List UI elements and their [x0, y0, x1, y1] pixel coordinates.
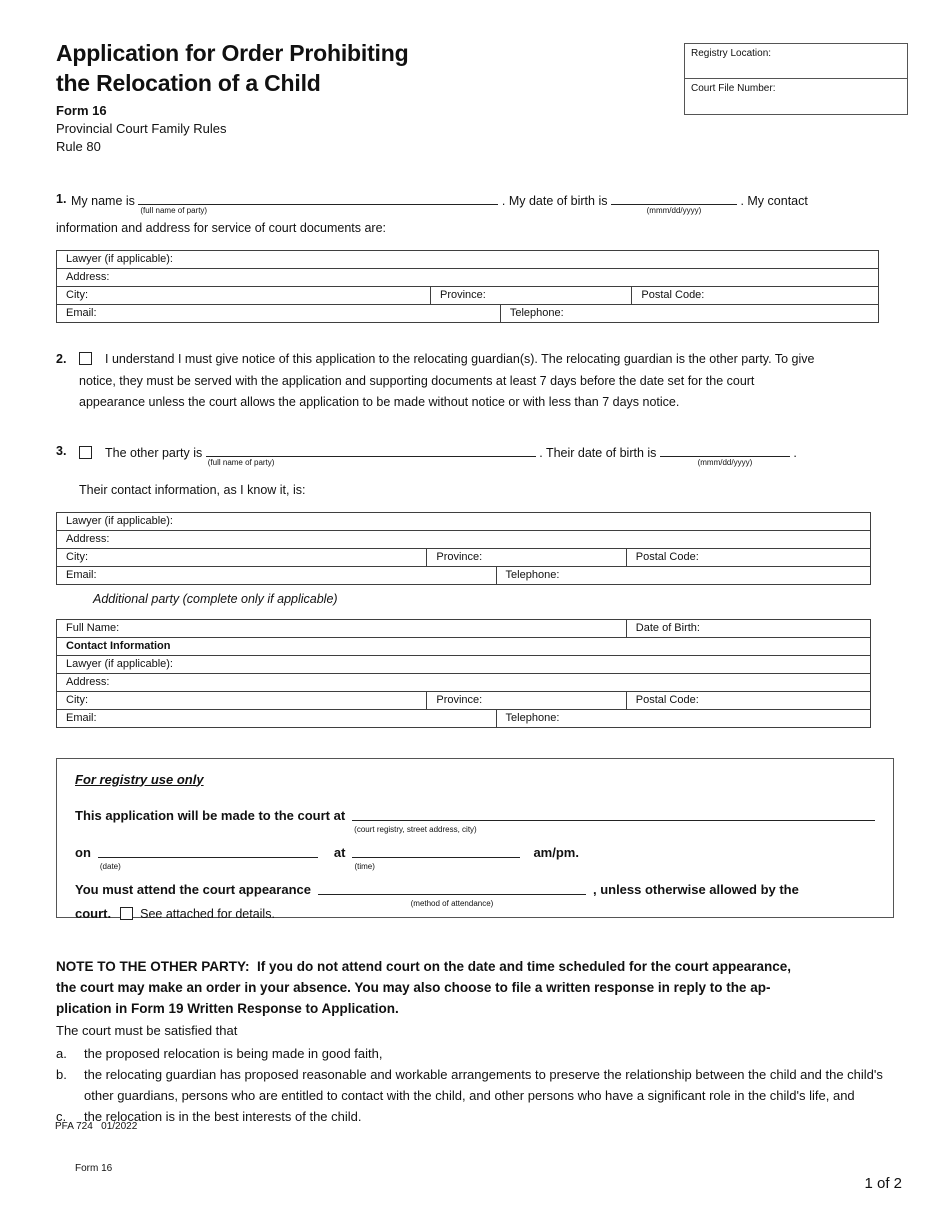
- list-letter-a: a.: [56, 1045, 67, 1061]
- address-cell[interactable]: [57, 673, 871, 691]
- lawyer-cell[interactable]: [57, 512, 871, 530]
- date-line[interactable]: [98, 854, 318, 871]
- section-2: [56, 349, 894, 414]
- dob-line[interactable]: [611, 192, 737, 215]
- see-attached-checkbox[interactable]: [120, 907, 133, 920]
- date-of-birth-label: Date of Birth:: [635, 621, 700, 634]
- telephone-label: Telephone:: [505, 568, 560, 581]
- dob-hint: (mmm/dd/yyyy): [646, 206, 702, 215]
- lawyer-cell[interactable]: [57, 251, 879, 269]
- other-party-name-hint: (full name of party): [207, 457, 275, 467]
- section-3-tail: .: [793, 445, 797, 460]
- footer-form-number: Form 16: [75, 1163, 113, 1174]
- address-label: Address:: [66, 675, 110, 688]
- note-line-3: plication in Form 19 Written Response to Application.: [56, 1000, 399, 1016]
- section-2-line-3: appearance unless the court allows the application to be made without notice or with less than 7 days notice.: [79, 395, 680, 409]
- name-line[interactable]: [138, 192, 498, 215]
- section-3-intro: The other party is: [105, 445, 203, 460]
- applicant-contact-table: [56, 250, 879, 323]
- see-attached-label: See attached for details.: [140, 906, 275, 921]
- name-hint: (full name of party): [140, 206, 208, 215]
- city-label: City:: [66, 693, 88, 706]
- page-number: 1 of 2: [864, 1175, 902, 1192]
- registry-use-box: [56, 758, 894, 921]
- method-of-attendance-line[interactable]: [318, 891, 586, 908]
- court-satisfied-text: The court must be satisfied that: [56, 1022, 238, 1038]
- address-label: Address:: [66, 532, 110, 545]
- list-text-b: the relocating guardian has proposed reasonable and workable arrangements to preserve the relationship between the child and the child's other guardians, persons who are entitled to contact with the child, and other persons who have a significant role in the child's life, and: [84, 1067, 883, 1103]
- time-line[interactable]: [352, 854, 520, 871]
- postal-code-label: Postal Code:: [635, 550, 699, 563]
- section-3-number: 3.: [56, 443, 67, 458]
- other-party-checkbox[interactable]: [79, 446, 92, 459]
- note-to-other-party: [56, 956, 894, 1128]
- registry-box: [684, 43, 908, 115]
- telephone-cell[interactable]: [500, 305, 878, 323]
- full-name-cell[interactable]: [57, 619, 627, 637]
- section-1: [56, 192, 894, 323]
- lawyer-label: Lawyer (if applicable):: [66, 657, 173, 670]
- attend-label: You must attend the court appearance: [75, 881, 311, 897]
- email-cell[interactable]: [57, 305, 501, 323]
- registry-location-label: Registry Location:: [691, 48, 772, 59]
- list-item-c: [56, 1107, 894, 1128]
- lawyer-cell[interactable]: [57, 655, 871, 673]
- title-line-1: Application for Order Prohibiting: [56, 40, 409, 66]
- list-letter-c: c.: [56, 1109, 67, 1124]
- contact-information-header: Contact Information: [57, 637, 871, 655]
- method-of-attendance-hint: (method of attendance): [410, 898, 494, 908]
- court-at-label: This application will be made to the court at: [75, 807, 346, 823]
- other-party-dob-line[interactable]: [660, 444, 790, 467]
- additional-party-table: [56, 619, 871, 728]
- note-line-2: the court may make an order in your absence. You may also choose to file a written response in reply to the ap-: [56, 979, 771, 995]
- date-hint: (date): [99, 861, 121, 871]
- court-registry-line[interactable]: [352, 817, 875, 834]
- other-party-dob-hint: (mmm/dd/yyyy): [697, 457, 753, 467]
- section-3: [56, 444, 894, 728]
- satisfied-list: [56, 1044, 894, 1128]
- section-2-number: 2.: [56, 352, 67, 366]
- province-cell[interactable]: [431, 287, 632, 305]
- section-1-dob-lead: . My date of birth is: [501, 194, 608, 208]
- date-of-birth-cell[interactable]: [626, 619, 870, 637]
- postal-code-cell[interactable]: [626, 548, 870, 566]
- section-2-line-2: notice, they must be served with the application and supporting documents at least 7 days before the date set for the court: [79, 373, 755, 388]
- city-cell[interactable]: [57, 691, 427, 709]
- postal-code-cell[interactable]: [632, 287, 879, 305]
- notice-checkbox[interactable]: [79, 352, 92, 365]
- postal-code-label: Postal Code:: [635, 693, 699, 706]
- form-number-label: Form 16: [56, 103, 107, 118]
- rule-label: Rule 80: [56, 139, 101, 154]
- additional-party-caption: Additional party (complete only if applicable): [93, 591, 338, 606]
- other-party-contact-table: [56, 512, 871, 585]
- section-3-dob-lead: . Their date of birth is: [539, 445, 657, 460]
- footer-form-id: [55, 1092, 137, 1204]
- lawyer-label: Lawyer (if applicable):: [66, 514, 173, 527]
- list-item-b: [56, 1065, 894, 1106]
- address-cell[interactable]: [57, 269, 879, 287]
- section-1-intro: My name is: [71, 194, 135, 208]
- email-cell[interactable]: [57, 566, 497, 584]
- court-registry-hint: (court registry, street address, city): [354, 824, 477, 834]
- lawyer-label: Lawyer (if applicable):: [66, 253, 173, 265]
- address-label: Address:: [66, 271, 110, 283]
- city-cell[interactable]: [57, 287, 431, 305]
- province-label: Province:: [440, 289, 486, 301]
- time-hint: (time): [354, 861, 375, 871]
- email-cell[interactable]: [57, 709, 497, 727]
- ampm-label: am/pm.: [533, 844, 579, 860]
- court-file-number-label: Court File Number:: [691, 83, 776, 94]
- on-label: on: [75, 844, 91, 860]
- telephone-cell[interactable]: [496, 709, 870, 727]
- email-label: Email:: [66, 711, 97, 724]
- note-line-1: NOTE TO THE OTHER PARTY: If you do not attend court on the date and time scheduled for the court appearance,: [56, 958, 792, 974]
- section-2-line-1: I understand I must give notice of this application to the relocating guardian(s). The relocating guardian is the other party. To give: [105, 352, 815, 366]
- postal-code-label: Postal Code:: [641, 289, 705, 301]
- list-item-a: [56, 1044, 894, 1065]
- list-letter-b: b.: [56, 1067, 67, 1082]
- section-1-number: 1.: [56, 192, 67, 206]
- province-label: Province:: [436, 550, 483, 563]
- title-line-2: the Relocation of a Child: [56, 70, 321, 96]
- footer-form-code: PFA 724 01/2022: [55, 1121, 138, 1132]
- court-rules-label: Provincial Court Family Rules: [56, 121, 227, 136]
- unless-label: , unless otherwise allowed by the: [592, 881, 799, 897]
- court-file-number-field[interactable]: [685, 79, 907, 114]
- other-party-name-line[interactable]: [206, 444, 536, 467]
- province-cell[interactable]: [427, 691, 626, 709]
- telephone-label: Telephone:: [505, 711, 560, 724]
- address-cell[interactable]: [57, 530, 871, 548]
- registry-use-heading: For registry use only: [75, 771, 204, 787]
- section-1-tail: . My contact: [740, 194, 808, 208]
- at-label: at: [333, 844, 346, 860]
- postal-code-cell[interactable]: [626, 691, 870, 709]
- section-3-line2: Their contact information, as I know it, is:: [79, 482, 306, 497]
- province-label: Province:: [436, 693, 483, 706]
- telephone-label: Telephone:: [509, 307, 564, 319]
- city-label: City:: [66, 550, 88, 563]
- email-label: Email:: [66, 307, 97, 319]
- full-name-label: Full Name:: [66, 621, 120, 634]
- list-text-a: the proposed relocation is being made in good faith,: [84, 1045, 383, 1061]
- city-label: City:: [66, 289, 88, 301]
- email-label: Email:: [66, 568, 97, 581]
- court-label: court.: [75, 905, 112, 921]
- list-text-c: the relocation is in the best interests of the child.: [84, 1109, 362, 1124]
- section-1-line2: information and address for service of court documents are:: [56, 221, 387, 235]
- province-cell[interactable]: [427, 548, 626, 566]
- registry-location-field[interactable]: [685, 44, 907, 79]
- city-cell[interactable]: [57, 548, 427, 566]
- telephone-cell[interactable]: [496, 566, 870, 584]
